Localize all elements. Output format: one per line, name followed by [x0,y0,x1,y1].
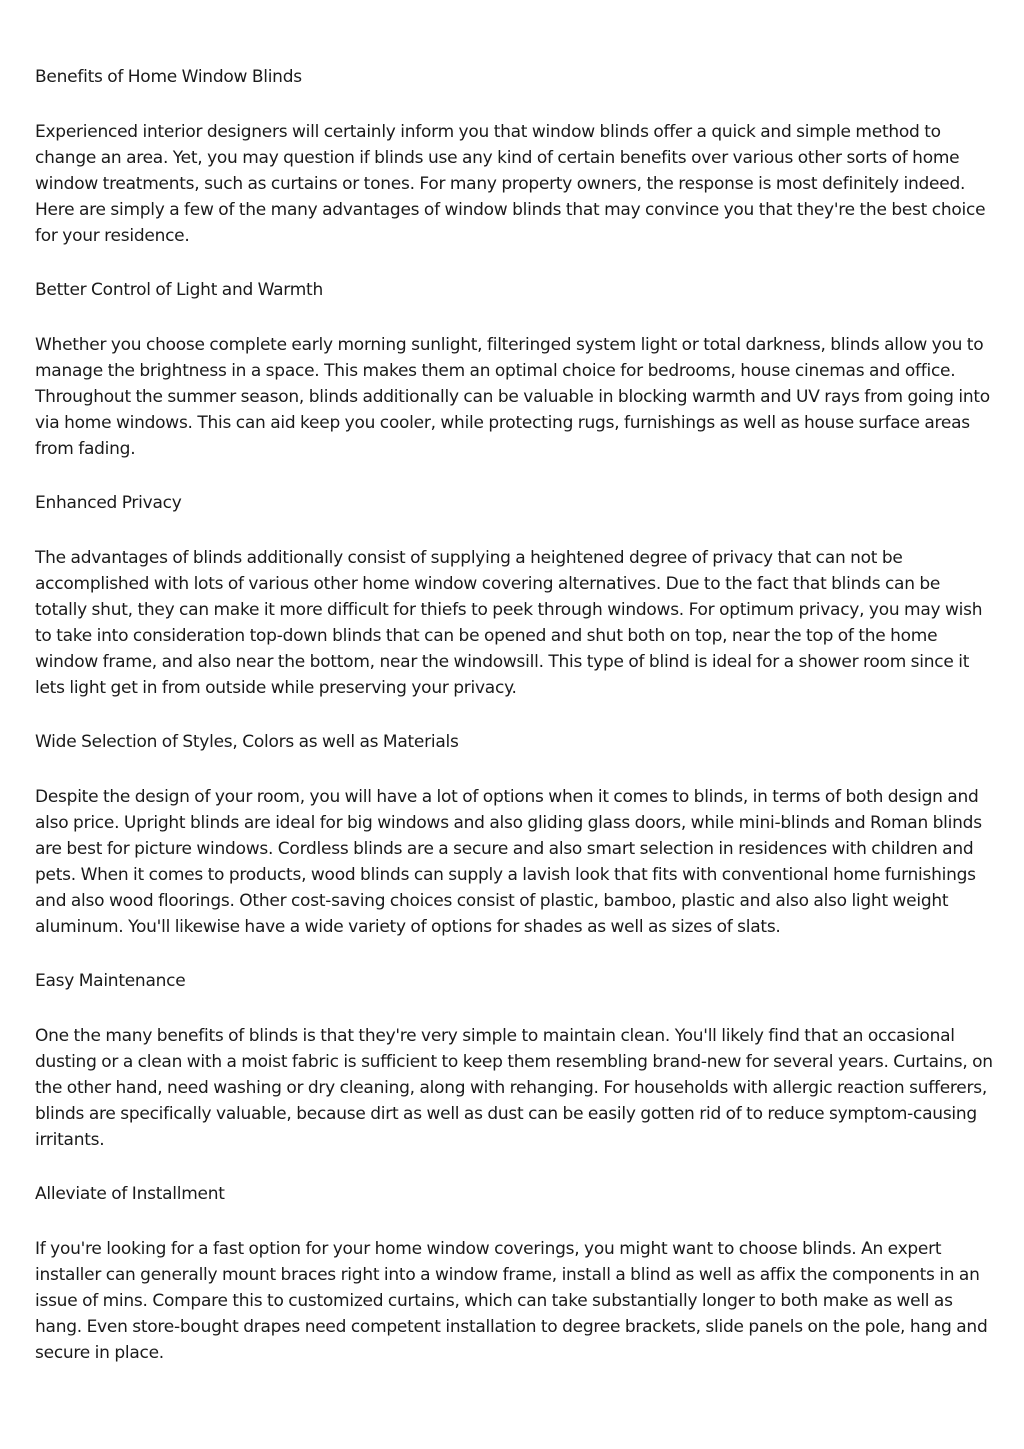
paragraph-installment: If you're looking for a fast option for your home window coverings, you might want to choose blinds. An expert installer can generally mount braces right into a window frame, install a blind as well as affix the components in an issue of mins. Compare this to customized curtains, which can take substantially longer to both make as well as hang. Even store-bought drapes need competent installation to degree brackets, slide panels on the pole, hang and secure in place. [35,1238,988,1363]
paragraph-light-control: Whether you choose complete early morning sunlight, filteringed system light or total darkness, blinds allow you to manage the brightness in a space. This makes them an optimal choice for bedrooms, house cinemas and office. Throughout the summer season, blinds additionally can be valuable in blocking warmth and UV rays from going into via home windows. This can aid keep you cooler, while protecting rugs, furnishings as well as house surface areas from fading. [35,334,990,459]
paragraph-intro: Experienced interior designers will certainly inform you that window blinds offer a quick and simple method to change an area. Yet, you may question if blinds use any kind of certain benefits over various other sorts of home window treatments, such as curtains or tones. For many property owners, the response is most definitely indeed. Here are simply a few of the many advantages of window blinds that may convince you that they're the best choice for your residence. [35,121,986,246]
heading-maintenance: Easy Maintenance [35,971,186,991]
paragraph-maintenance: One the many benefits of blinds is that they're very simple to maintain clean. You'll likely find that an occasional dusting or a clean with a moist fabric is sufficient to keep them resembling brand-new for several years. Curtains, on the other hand, need washing or dry cleaning, along with rehanging. For households with allergic reaction sufferers, blinds are specifically valuable, because dirt as well as dust can be easily gotten rid of to reduce symptom-causing irritants. [35,1025,993,1150]
heading-installment: Alleviate of Installment [35,1184,225,1204]
document-body [35,64,993,1394]
heading-styles: Wide Selection of Styles, Colors as well as Materials [35,732,459,752]
paragraph-privacy: The advantages of blinds additionally consist of supplying a heightened degree of privacy that can not be accomplished with lots of various other home window covering alternatives. Due to the fact that blinds can be totally shut, they can make it more difficult for thiefs to peek through windows. For optimum privacy, you may wish to take into consideration top-down blinds that can be opened and shut both on top, near the top of the home window frame, and also near the bottom, near the windowsill. This type of blind is ideal for a shower room since it lets light get in from outside while preserving your privacy. [35,547,983,698]
heading-benefits: Benefits of Home Window Blinds [35,67,302,87]
paragraph-styles: Despite the design of your room, you will have a lot of options when it comes to blinds, in terms of both design and also price. Upright blinds are ideal for big windows and also gliding glass doors, while mini-blinds and Roman blinds are best for picture windows. Cordless blinds are a secure and also smart selection in residences with children and pets. When it comes to products, wood blinds can supply a lavish look that fits with conventional home furnishings and also wood floorings. Other cost-saving choices consist of plastic, bamboo, plastic and also also light weight aluminum. You'll likewise have a wide variety of options for shades as well as sizes of slats. [35,786,982,937]
heading-privacy: Enhanced Privacy [35,493,182,513]
heading-light-control: Better Control of Light and Warmth [35,280,323,300]
